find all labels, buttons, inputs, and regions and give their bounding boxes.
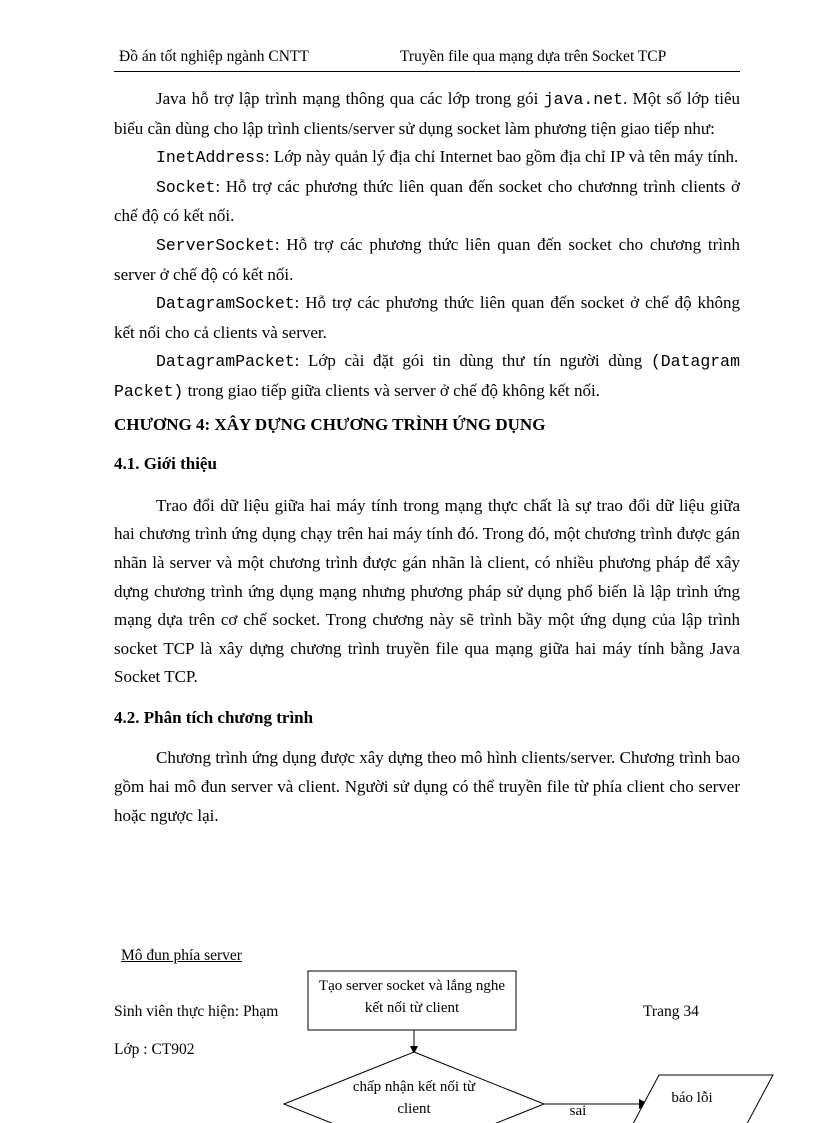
chapter-title: CHƯƠNG 4: XÂY DỰNG CHƯƠNG TRÌNH ỨNG DỤNG: [114, 414, 546, 434]
intro-paragraph: Java hỗ trợ lập trình mạng thông qua các lớp trong gói java.net. Một số lớp tiêu biểu cần dùng cho lập trình clients/server sử dụng socket làm phương tiện giao tiếp như:: [114, 89, 740, 138]
module-label: Mô đun phía server: [121, 947, 242, 964]
class-serversocket: ServerSocket: Hỗ trợ các phương thức liên quan đến socket cho chương trình server ở chế độ có kết nối.: [114, 234, 740, 284]
section-title-intro: 4.1. Giới thiệu: [114, 454, 217, 474]
class-socket: Socket: Hỗ trợ các phương thức liên quan đến socket cho chươnng trình clients ở chế độ có kết nối.: [114, 176, 740, 226]
flowchart-decision-label: chấp nhận kết nối từ client: [352, 1079, 476, 1117]
header-right: Truyền file qua mạng dựa trên Socket TCP: [400, 48, 667, 65]
class-datagrampacket: DatagramPacket: Lớp cài đặt gói tin dùng thư tín người dùng (Datagram Packet) trong giao tiếp giữa clients và server ở chế độ không kết nối.: [114, 351, 740, 401]
header-left: Đồ án tốt nghiệp ngành CNTT: [119, 48, 309, 65]
section-title-analysis: 4.2. Phân tích chương trình: [114, 707, 314, 727]
section-intro-text: Trao đổi dữ liệu giữa hai máy tính trong mạng thực chất là sự trao đổi dữ liệu giữa hai chương trình ứng dụng chạy trên hai máy tính đó. Trong đó, một chương trình được gán nhãn là server và một chương trình được gán nhãn là client, có nhiều phương pháp để xây dựng chương trình ứng dụng mạng nhưng phương pháp sử dụng phổ biến là lập trình ứng mạng dựa trên cơ chế socket. Trong chương này sẽ trình bầy một ứng dụng của lập trình socket TCP là xây dựng chương trình truyền file qua mạng giữa hai máy tính bằng Java Socket TCP.: [114, 495, 740, 687]
flowchart-process-label: Tạo server socket và lắng nghe kết nối từ client: [318, 978, 506, 1016]
footer-class: Lớp : CT902: [114, 1041, 195, 1058]
class-inetaddress: InetAddress: Lớp này quản lý địa chỉ Internet bao gồm địa chỉ IP và tên máy tính.: [156, 147, 739, 168]
code-java-net: java.net: [543, 90, 623, 109]
flowchart-edge-no-label: sai: [569, 1103, 587, 1119]
footer-student: Sinh viên thực hiện: Phạm: [114, 1003, 279, 1020]
section-analysis-text: Chương trình ứng dụng được xây dựng theo mô hình clients/server. Chương trình bao gồm hai mô đun server và client. Người sử dụng có thể truyền file từ phía client cho server hoặc ngược lại.: [114, 748, 740, 825]
flowchart-error-label: báo lỗi: [671, 1090, 713, 1106]
footer-page-number: Trang 34: [643, 1003, 699, 1020]
class-datagramsocket: DatagramSocket: Hỗ trợ các phương thức liên quan đến socket ở chế độ không kết nối cho cả clients và server.: [114, 293, 740, 342]
